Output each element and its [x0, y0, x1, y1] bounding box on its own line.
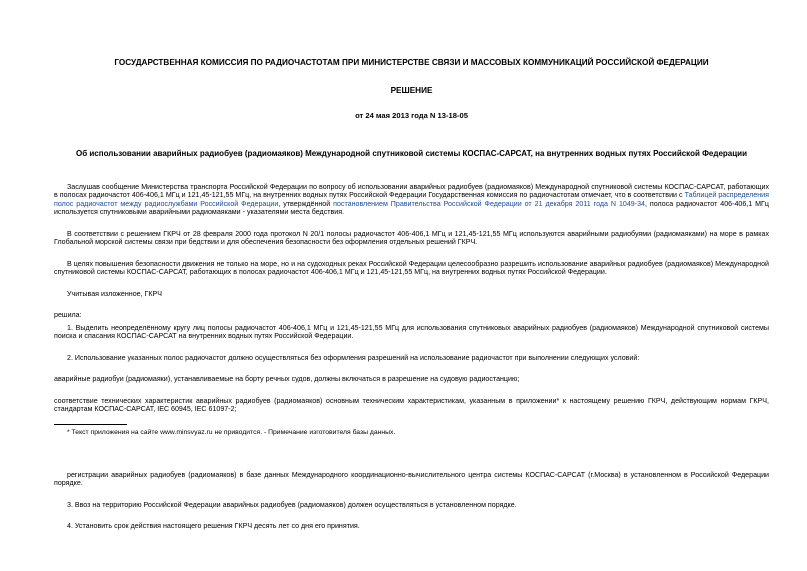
- paragraph-decision-2000: В соответствии с решением ГКРЧ от 28 февраля 2000 года протокол N 20/1 полосы радиочастот 406-406,1 МГц и 121,45-121,55 МГц используются аварийными радиобуями (радиомаяками) на море в рамках Глобальной морской системы связи при бедствии и для обеспечения безопасности без оформления отдельных решений ГКРЧ.: [54, 229, 769, 247]
- condition-2: соответствие технических характеристик аварийных радиобуев (радиомаяков) основным техническим характеристикам, указанным в приложении* к настоящему решению ГКРЧ, действующим нормам ГКРЧ, стандартам КОСПАС-САРСАТ, IEC 60945, IEC 61097-2;: [54, 396, 769, 414]
- organization-heading: ГОСУДАРСТВЕННАЯ КОМИССИЯ ПО РАДИОЧАСТОТАМ ПРИ МИНИСТЕРСТВЕ СВЯЗИ И МАССОВЫХ КОММУНИКАЦИЙ РОССИЙСКОЙ ФЕДЕРАЦИИ: [114, 58, 709, 67]
- paragraph-safety: В целях повышения безопасности движения не только на море, но и на судоходных реках Российской Федерации целесообразно разрешить использование аварийных радиобуев (радиомаяков) Международной спутниковой системы КОСПАС-САРСАТ, работающих в полосах радиочастот 406-406,1 МГц и 121,45-121,55 МГц, на внутренних водных путях Российской Федерации.: [54, 259, 769, 277]
- resolved-label: решила:: [54, 311, 82, 320]
- item-3: 3. Ввоз на территорию Российской Федерации аварийных радиобуев (радиомаяков) должен осуществляться в установленном порядке.: [67, 500, 517, 509]
- condition-3: регистрации аварийных радиобуев (радиомаяков) в базе данных Международного координационно-вычислительного центра системы КОСПАС-САРСАТ (г.Москва) в установленном в Российской Федерации порядке.: [54, 470, 769, 488]
- document-type-heading: РЕШЕНИЕ: [390, 85, 433, 95]
- item-1: 1. Выделить неопределённому кругу лиц полосы радиочастот 406-406,1 МГц и 121,45-121,55 МГц для использования спутниковых аварийных радиобуев (радиомаяков) Международной спутниковой системы поиска и спасания КОСПАС-САРСАТ на внутренних водных путях Российской Федерации.: [54, 323, 769, 341]
- item-4: 4. Установить срок действия настоящего решения ГКРЧ десять лет со дня его принятия.: [67, 522, 360, 531]
- item-2: 2. Использование указанных полос радиочастот должно осуществляться без оформления разрешений на использование радиочастот при выполнении следующих условий:: [67, 353, 640, 362]
- footnote: * Текст приложения на сайте www.minsvyaz.ru не приводится. - Примечание изготовителя базы данных.: [67, 428, 396, 436]
- intro-text-c: , полоса радиочастот 406-406,1 МГц используется спутниковыми аварийными радиомаяками - указателями места бедствия.: [54, 199, 769, 217]
- link-government-decree[interactable]: постановлением Правительства Российской Федерации от 21 декабря 2011 года N 1049-34: [333, 199, 645, 208]
- intro-text-a: Заслушав сообщение Министерства транспорта Российской Федерации по вопросу об использовании аварийных радиобуев (радиомаяков) Международной спутниковой системы КОСПАС-САРСАТ, работающих в полосах радиочастот 406-406,1 МГц и 121,45-121,55 МГц, на внутренних водных путях Российской Федерации Государственная комиссия по радиочастотам отмечает, что в соответствии с: [54, 182, 769, 200]
- document-title: Об использовании аварийных радиобуев (радиомаяков) Международной спутниковой системы КОСПАС-САРСАТ, на внутренних водных путях Российской Федерации: [75, 148, 747, 158]
- link-frequency-table[interactable]: Таблицей распределения полос радиочастот между радиослужбами Российской Федерации: [54, 191, 769, 208]
- document-date: от 24 мая 2013 года N 13-18-05: [355, 110, 468, 120]
- footnote-divider: [54, 424, 127, 425]
- condition-1: аварийные радиобуи (радиомаяки), устанавливаемые на борту речных судов, должны включаться в разрешение на судовую радиостанцию;: [54, 375, 520, 384]
- paragraph-considering: Учитывая изложенное, ГКРЧ: [67, 289, 162, 298]
- intro-text-b: , утверждённой: [278, 199, 334, 208]
- paragraph-intro: [54, 183, 769, 217]
